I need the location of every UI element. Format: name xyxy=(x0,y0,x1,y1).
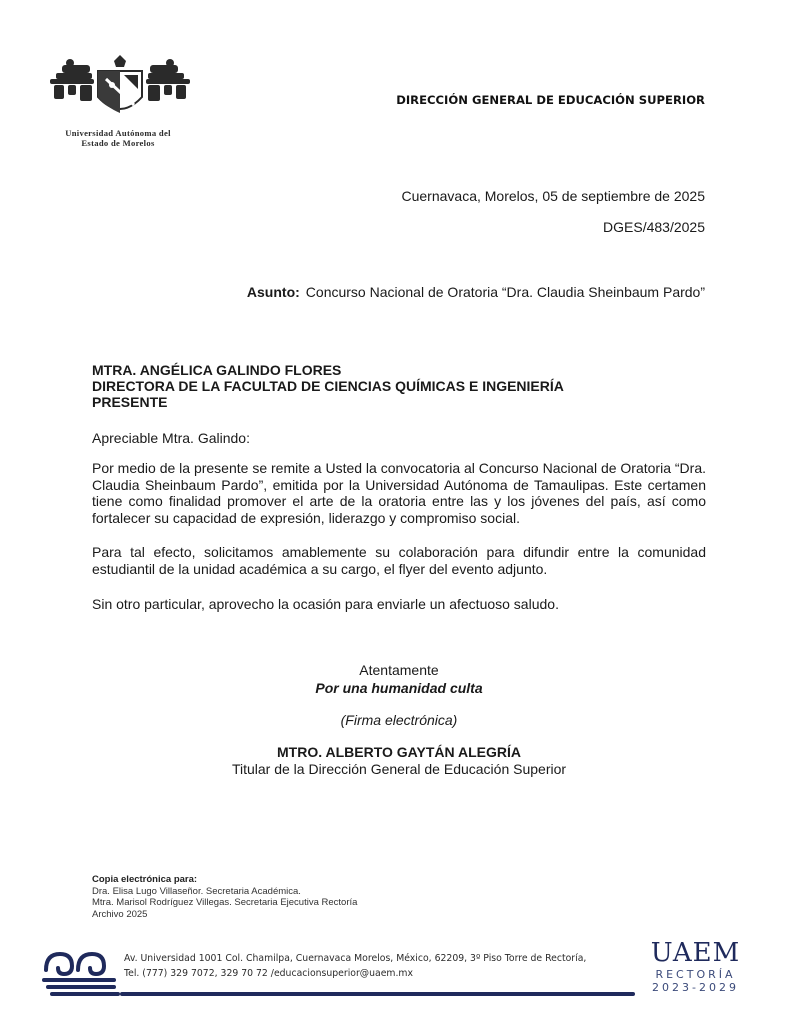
body-paragraph-3: Sin otro particular, aprovecho la ocasión para enviarle un afectuoso saludo. xyxy=(92,596,559,612)
cc-entry: Archivo 2025 xyxy=(92,908,148,920)
body-paragraph-2: Para tal efecto, solicitamos amablemente su colaboración para difundir entre la comunidad estudiantil de la unidad académica a su cargo, el flyer del evento adjunto. xyxy=(92,544,706,577)
recipient-position: DIRECTORA DE LA FACULTAD DE CIENCIAS QUÍMICAS E INGENIERÍA xyxy=(92,378,564,394)
university-name xyxy=(38,128,198,148)
recipient-presente: PRESENTE xyxy=(92,394,168,410)
signature-note: (Firma electrónica) xyxy=(340,712,458,728)
subject-text: Concurso Nacional de Oratoria “Dra. Claudia Sheinbaum Pardo” xyxy=(305,284,705,300)
subject-line xyxy=(247,284,705,300)
university-name-line1: Universidad Autónoma del xyxy=(65,128,171,138)
footer-divider xyxy=(120,992,635,996)
motto: Por una humanidad culta xyxy=(315,680,483,696)
uaem-logo-text: UAEM xyxy=(650,938,741,968)
cc-entry: Mtra. Marisol Rodríguez Villegas. Secretaria Ejecutiva Rectoría xyxy=(92,897,358,908)
body-paragraph-1: Por medio de la presente se remite a Usted la convocatoria al Concurso Nacional de Oratoria “Dra. Claudia Sheinbaum Pardo”, emitida por la Universidad Autónoma de Tamaulipas. Este certamen tiene como finalidad promover el arte de la oratoria entre las y los jóvenes del país, así como fortalecer su capacidad de expresión, liderazgo y compromiso social. xyxy=(92,460,706,526)
recipient-block xyxy=(92,362,564,410)
place-date: Cuernavaca, Morelos, 05 de septiembre de 2025 xyxy=(401,188,705,204)
footer-wave-ornament-icon xyxy=(38,940,120,1000)
university-name-line2: Estado de Morelos xyxy=(81,138,155,148)
recipient-name: MTRA. ANGÉLICA GALINDO FLORES xyxy=(92,362,342,378)
subject-label: Asunto: xyxy=(246,284,300,300)
cc-heading: Copia electrónica para: xyxy=(92,874,198,885)
uaem-logo-sub2: 2023-2029 xyxy=(652,981,739,994)
footer-address xyxy=(124,951,586,981)
greeting: Apreciable Mtra. Galindo: xyxy=(92,430,250,446)
footer-address-line2: Tel. (777) 329 7072, 329 70 72 /educacionsuperior@uaem.mx xyxy=(124,968,413,979)
reference-number: DGES/483/2025 xyxy=(603,219,705,235)
uaem-logo-sub1: RECTORÍA xyxy=(655,968,736,981)
department-header: DIRECCIÓN GENERAL DE EDUCACIÓN SUPERIOR xyxy=(396,93,705,107)
footer-address-line1: Av. Universidad 1001 Col. Chamilpa, Cuernavaca Morelos, México, 62209, 3º Piso Torre de Rectoría, xyxy=(124,953,587,964)
cc-entry: Dra. Elisa Lugo Villaseñor. Secretaria Académica. xyxy=(92,885,301,897)
cc-list xyxy=(92,874,357,920)
signer-name: MTRO. ALBERTO GAYTÁN ALEGRÍA xyxy=(277,744,521,760)
closing: Atentamente xyxy=(359,662,439,678)
uaem-rectoria-logo xyxy=(648,938,743,994)
signer-title: Titular de la Dirección General de Educación Superior xyxy=(231,761,567,777)
